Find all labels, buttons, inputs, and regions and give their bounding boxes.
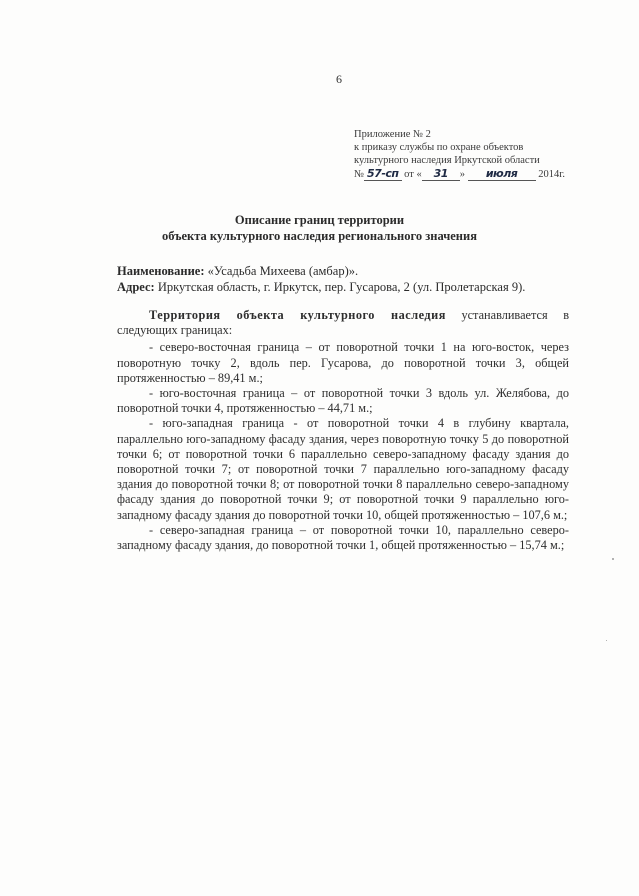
scan-artifact bbox=[606, 640, 607, 641]
boundary-northwest: - северо-западная граница – от поворотной точки 10, параллельно северо-западному фасаду здания, до поворотной точки 1, общей протяженностью – 15,74 м.; bbox=[117, 522, 569, 553]
object-address-label: Адрес: bbox=[117, 280, 155, 294]
order-day-handwritten: 31 bbox=[422, 167, 460, 181]
order-year: 2014г. bbox=[538, 169, 565, 180]
boundary-northeast: - северо-восточная граница – от поворотной точки 1 на юго-восток, через поворотную точку 2, вдоль пер. Гусарова, до поворотной точки 3, общей протяженностью – 89,41 м.; bbox=[117, 340, 569, 385]
appendix-authority: культурного наследия Иркутской области bbox=[354, 155, 540, 166]
boundary-description bbox=[117, 308, 569, 553]
document-title bbox=[0, 212, 639, 244]
object-info bbox=[117, 263, 597, 295]
order-number-handwritten: 57-сп bbox=[364, 167, 402, 181]
boundary-intro-bold: Территория объекта культурного наследия bbox=[149, 308, 446, 322]
object-name-value: «Усадьба Михеева (амбар)». bbox=[207, 264, 359, 278]
order-number-prefix: № bbox=[354, 169, 365, 180]
boundary-intro bbox=[117, 308, 569, 338]
appendix-header bbox=[354, 128, 584, 181]
object-name-label: Наименование: bbox=[117, 264, 205, 278]
boundary-intro-rest: устанавливается в следующих границах: bbox=[117, 308, 569, 338]
title-line-2: объекта культурного наследия регионального значения bbox=[162, 229, 477, 243]
order-month-handwritten: июля bbox=[468, 167, 536, 181]
object-name-row bbox=[117, 263, 597, 279]
scan-artifact bbox=[612, 558, 614, 560]
object-address-row bbox=[117, 279, 597, 295]
order-details bbox=[354, 167, 584, 181]
appendix-order-reference: к приказу службы по охране объектов bbox=[354, 142, 524, 153]
appendix-title: Приложение № 2 bbox=[354, 129, 431, 140]
order-quote-close: » bbox=[459, 169, 465, 180]
object-address-value: Иркутская область, г. Иркутск, пер. Гусарова, 2 (ул. Пролетарская 9). bbox=[157, 280, 526, 294]
title-line-1: Описание границ территории bbox=[234, 213, 405, 227]
order-from-label: от « bbox=[404, 169, 422, 180]
boundary-southwest: - юго-западная граница - от поворотной точки 4 в глубину квартала, параллельно юго-западному фасаду здания, через поворотную точку 5 до поворотной точки 6; от поворотной точки 6 параллельно северо-западному фасаду здания до поворотной точки 7; от поворотной точки 7 параллельно юго-западному фасаду здания до поворотной точки 8; от поворотной точки 8 параллельно северо-западному фасаду здания до поворотной точки 9; от поворотной точки 9 параллельно юго-западному фасаду здания до поворотной точки 10, общей протяженностью – 107,6 м.; bbox=[117, 416, 569, 522]
boundary-southeast: - юго-восточная граница – от поворотной точки 3 вдоль ул. Желябова, до поворотной точки 4, протяженностью – 44,71 м.; bbox=[117, 386, 569, 416]
page-number: 6 bbox=[336, 72, 342, 86]
